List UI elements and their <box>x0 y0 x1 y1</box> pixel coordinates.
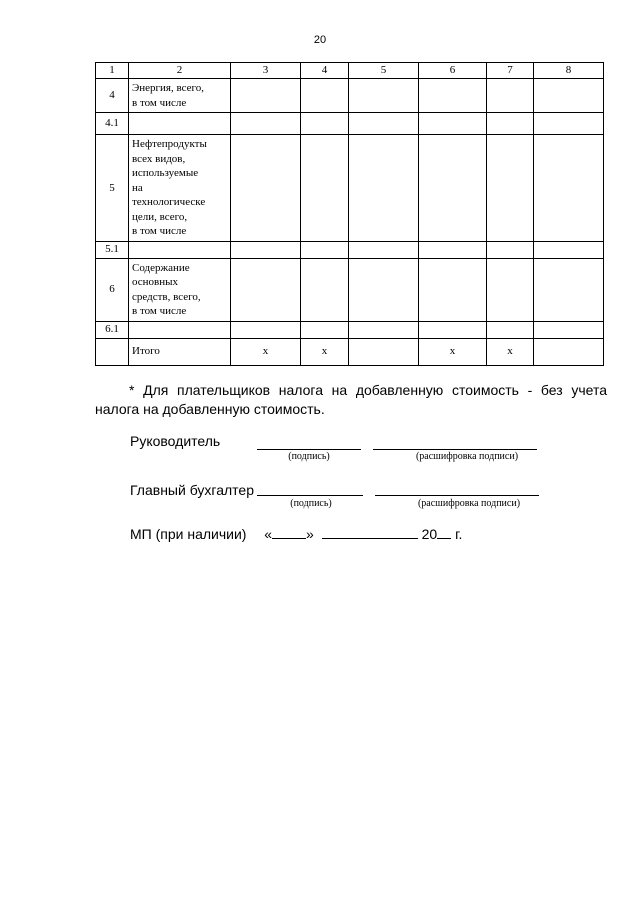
table-cell <box>301 321 349 338</box>
chief-accountant-label: Главный бухгалтер <box>130 482 254 498</box>
row-number: 6 <box>96 258 129 321</box>
table-cell <box>419 79 487 113</box>
table-cell <box>487 258 534 321</box>
header-cell: 7 <box>487 63 534 79</box>
signature-hint: (подпись) <box>290 498 332 509</box>
table-row <box>96 135 604 242</box>
header-cell: 3 <box>231 63 301 79</box>
table-cell: х <box>487 338 534 365</box>
row-number: 4 <box>96 79 129 113</box>
table-cell <box>534 338 604 365</box>
table-cell: х <box>231 338 301 365</box>
table-cell <box>349 113 419 135</box>
row-number: 4.1 <box>96 113 129 135</box>
header-cell: 8 <box>534 63 604 79</box>
quote-close: » <box>306 526 314 542</box>
header-cell: 1 <box>96 63 129 79</box>
row-number: 5.1 <box>96 241 129 258</box>
table-cell <box>301 113 349 135</box>
table-cell <box>419 321 487 338</box>
accountant-signature-line[interactable] <box>257 495 363 496</box>
table-cell: х <box>419 338 487 365</box>
table-cell <box>534 135 604 242</box>
row-label: Энергия, всего, в том числе <box>129 79 231 113</box>
table-cell <box>349 79 419 113</box>
year-suffix: г. <box>455 526 463 542</box>
table-cell <box>487 321 534 338</box>
row-label <box>129 241 231 258</box>
table-header-row <box>96 63 604 79</box>
header-cell: 5 <box>349 63 419 79</box>
table-cell <box>231 113 301 135</box>
header-cell: 2 <box>129 63 231 79</box>
table-cell <box>534 113 604 135</box>
table-cell <box>231 79 301 113</box>
decoding-hint: (расшифровка подписи) <box>417 498 521 509</box>
vat-footnote: * Для плательщиков налога на добавленную стоимость - без учета налога на добавленную стоимость. <box>95 382 607 417</box>
month-field[interactable] <box>322 526 418 539</box>
table-cell: х <box>301 338 349 365</box>
table-cell <box>419 135 487 242</box>
table-cell <box>231 135 301 242</box>
table-cell <box>487 79 534 113</box>
table-cell <box>534 258 604 321</box>
table-cell <box>487 113 534 135</box>
year-prefix: 20 <box>421 526 438 542</box>
day-field[interactable] <box>272 526 306 539</box>
accountant-decoding-line[interactable] <box>375 495 539 496</box>
table-cell <box>534 79 604 113</box>
table-cell <box>301 258 349 321</box>
table-cell <box>534 321 604 338</box>
table-cell <box>349 258 419 321</box>
table-cell <box>487 241 534 258</box>
row-number <box>96 338 129 365</box>
table-cell <box>231 258 301 321</box>
decoding-hint: (расшифровка подписи) <box>415 451 519 462</box>
report-table <box>95 62 604 366</box>
table-cell <box>231 321 301 338</box>
head-decoding-line[interactable] <box>373 449 537 450</box>
table-row <box>96 79 604 113</box>
table-cell <box>301 135 349 242</box>
table-cell <box>349 321 419 338</box>
table-cell <box>349 338 419 365</box>
row-number: 5 <box>96 135 129 242</box>
table-cell <box>419 258 487 321</box>
table-cell <box>349 135 419 242</box>
table-row <box>96 241 604 258</box>
page-number: 20 <box>313 34 327 46</box>
stamp-label: МП (при наличии) <box>130 526 247 542</box>
table-cell <box>419 113 487 135</box>
quote-open: « <box>264 526 273 542</box>
table-cell <box>349 241 419 258</box>
table-row <box>96 113 604 135</box>
table-total-row <box>96 338 604 365</box>
table-row <box>96 258 604 321</box>
head-signature-line[interactable] <box>257 449 361 450</box>
table-cell <box>231 241 301 258</box>
table-cell <box>301 79 349 113</box>
row-label <box>129 113 231 135</box>
row-number: 6.1 <box>96 321 129 338</box>
header-cell: 4 <box>301 63 349 79</box>
signature-hint: (подпись) <box>288 451 330 462</box>
table-cell <box>301 241 349 258</box>
stamp-date-line <box>130 526 462 542</box>
row-label <box>129 321 231 338</box>
row-label: Содержание основных средств, всего, в том числе <box>129 258 231 321</box>
table-cell <box>534 241 604 258</box>
table-cell <box>487 135 534 242</box>
row-label: Итого <box>129 338 231 365</box>
year-field[interactable] <box>437 526 451 539</box>
head-label: Руководитель <box>130 433 221 449</box>
table-row <box>96 321 604 338</box>
row-label: Нефтепродукты всех видов, используемые на технологическе цели, всего, в том числе <box>129 135 231 242</box>
header-cell: 6 <box>419 63 487 79</box>
table-cell <box>419 241 487 258</box>
